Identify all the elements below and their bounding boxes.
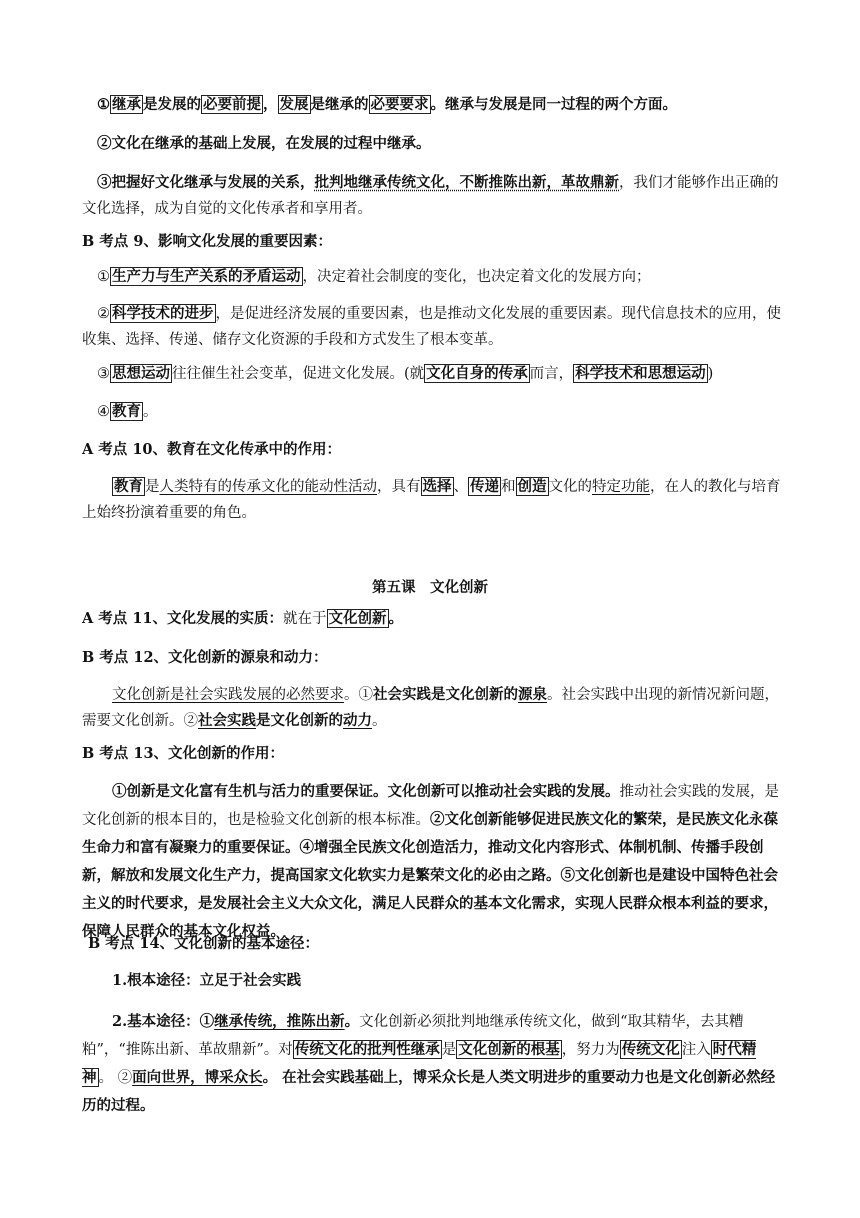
text: ，努力为 bbox=[561, 1042, 620, 1058]
text: 是发展的 bbox=[143, 96, 201, 113]
source-para bbox=[82, 682, 782, 734]
term: 社会实践 bbox=[198, 712, 256, 729]
factor-4 bbox=[97, 399, 787, 425]
text: 。继承与发展是同一过程的两个方面。 bbox=[430, 96, 677, 113]
term-inherit: 继承 bbox=[112, 96, 141, 113]
text: ) bbox=[707, 366, 714, 382]
term: 思想运动 bbox=[112, 365, 170, 382]
text: ，决定着社会制度的变化，也决定着文化的发展方向； bbox=[302, 269, 651, 285]
key-phrase: 面向世界，博采众长 bbox=[132, 1069, 263, 1086]
term: 科学技术和思想运动 bbox=[575, 365, 706, 382]
term-requirement: 必要要求 bbox=[370, 96, 429, 113]
role-para bbox=[82, 778, 782, 946]
key-phrase: 特定功能 bbox=[592, 479, 650, 495]
term: 动力 bbox=[343, 712, 372, 729]
text: ②文化创新能够促进民族文化的繁荣，是民族文化永葆生命力和富有凝聚力的重要保证。④增强全民族文化创造活力，推动文化内容形式、体制机制、传播手段创新，解放和发展文化生产力，提高国家文化软实力是繁荣文化的必由之路。⑤文化创新也是建设中国特色社会主义的时代要求，是发展社会主义大众文化，满足人民群众的基本文化需求，实现人民群众根本利益的要求，保障人民群众的基本文化权益。 bbox=[82, 811, 778, 940]
text: 、 bbox=[453, 479, 468, 495]
text: 是文化创新的 bbox=[256, 712, 343, 729]
text: A 考点 11、文化发展的实质： bbox=[82, 610, 284, 627]
text: 往往催生社会变革，促进文化发展。(就 bbox=[172, 366, 425, 382]
point-3 bbox=[82, 170, 782, 222]
text: 。① bbox=[344, 687, 373, 703]
text: ，我们才能够作出正确的文化选择，成为自觉的文化传承者和享用者。 bbox=[82, 175, 779, 217]
num: ③ bbox=[97, 366, 110, 382]
term: 文化自身的传承 bbox=[426, 365, 528, 382]
num-1: ① bbox=[97, 96, 110, 113]
term-premise: 必要前提 bbox=[203, 96, 261, 113]
text: 是 bbox=[441, 1042, 457, 1058]
term: 生产力与生产关系的矛盾运动 bbox=[112, 268, 301, 285]
text: ①创新是文化富有生机与活力的重要保证。文化创新可以推动社会实践的发展。 bbox=[112, 783, 620, 800]
text: 。 bbox=[388, 610, 404, 627]
term: 文化创新 bbox=[328, 610, 387, 627]
term: 传统文化的批判性继承 bbox=[294, 1041, 440, 1058]
num: ④ bbox=[97, 404, 110, 420]
factor-3 bbox=[97, 361, 787, 387]
text: 而言， bbox=[529, 366, 574, 382]
text: 推动社会实践的发展，是文化创新的根本目的，也是检验文化创新的根本标准。 bbox=[82, 784, 779, 828]
term: 科学技术的进步 bbox=[112, 305, 214, 322]
text: 文化创新必须批判地继承传统文化，做到“取其精华，去其糟粕”，“推陈出新、革故鼎新”。对 bbox=[82, 1014, 744, 1058]
term: 选择 bbox=[422, 478, 452, 495]
key-phrase: 人类特有的传承文化的能动性活动 bbox=[159, 479, 377, 495]
text: 2.基本途径：① bbox=[112, 1013, 215, 1030]
text: ，是促进经济发展的重要因素，也是推动文化发展的重要因素。现代信息技术的应用，使收集、选择、传递、储存文化资源的手段和方式发生了根本变革。 bbox=[82, 306, 781, 348]
text: 。 bbox=[143, 404, 158, 420]
heading-11 bbox=[82, 606, 782, 632]
term: 传统文化 bbox=[621, 1041, 680, 1058]
key-phrase: 批判地继承传统文化，不断推陈出新，革故鼎新 bbox=[314, 174, 619, 191]
term: 时代精神 bbox=[82, 1041, 757, 1086]
text: 文化的 bbox=[548, 479, 592, 495]
text: 是文化创新的 bbox=[431, 686, 518, 703]
term: 社会实践 bbox=[373, 686, 431, 703]
route-1: 1.根本途径：立足于社会实践 bbox=[112, 972, 302, 989]
term: 教育 bbox=[114, 478, 143, 495]
term: 教育 bbox=[112, 403, 141, 420]
text: 。社会实践中出现的新情况新问题，需要文化创新。② bbox=[82, 687, 779, 729]
text: 就在于 bbox=[283, 611, 327, 627]
factor-2 bbox=[82, 301, 782, 353]
text: ， bbox=[263, 96, 278, 113]
text: 。 bbox=[344, 1013, 360, 1030]
term: 文化创新的根基 bbox=[458, 1041, 560, 1058]
text: 是 bbox=[145, 479, 160, 495]
text: 是继承的 bbox=[310, 96, 369, 113]
term: 源泉 bbox=[518, 686, 547, 703]
heading-13: B 考点 13、文化创新的作用： bbox=[82, 745, 285, 762]
text: 和 bbox=[501, 479, 516, 495]
text: 。 bbox=[372, 713, 387, 729]
term-develop: 发展 bbox=[279, 96, 309, 113]
text: ，在人的教化与培育上始终扮演着重要的角色。 bbox=[82, 479, 781, 521]
route-2 bbox=[82, 1008, 782, 1120]
text: 注入 bbox=[681, 1042, 711, 1058]
num: ② bbox=[97, 306, 110, 322]
text: ③把握好文化继承与发展的关系， bbox=[97, 174, 315, 191]
text: ，具有 bbox=[377, 479, 421, 495]
lesson-title: 第五课 文化创新 bbox=[372, 579, 488, 596]
education-para bbox=[82, 474, 782, 526]
heading-12: B 考点 12、文化创新的源泉和动力： bbox=[82, 649, 328, 666]
term: 创造 bbox=[517, 478, 547, 495]
text: 。 ② bbox=[98, 1070, 133, 1086]
key-phrase: 文化创新是社会实践发展的必然要求 bbox=[112, 687, 344, 703]
factor-1 bbox=[97, 264, 787, 290]
heading-9: B 考点 9、影响文化发展的重要因素： bbox=[82, 233, 332, 250]
heading-14: B 考点 14、文化创新的基本途径： bbox=[88, 935, 320, 952]
heading-10: A 考点 10、教育在文化传承中的作用： bbox=[82, 441, 342, 458]
term: 传递 bbox=[470, 478, 499, 495]
point-1 bbox=[97, 92, 787, 118]
point-2: ②文化在继承的基础上发展，在发展的过程中继承。 bbox=[97, 135, 431, 152]
num: ① bbox=[97, 269, 110, 285]
text: 。 在社会实践基础上，博采众长是人类文明进步的重要动力也是文化创新必然经历的过程。 bbox=[82, 1069, 776, 1114]
key-phrase: 继承传统，推陈出新 bbox=[214, 1013, 345, 1030]
